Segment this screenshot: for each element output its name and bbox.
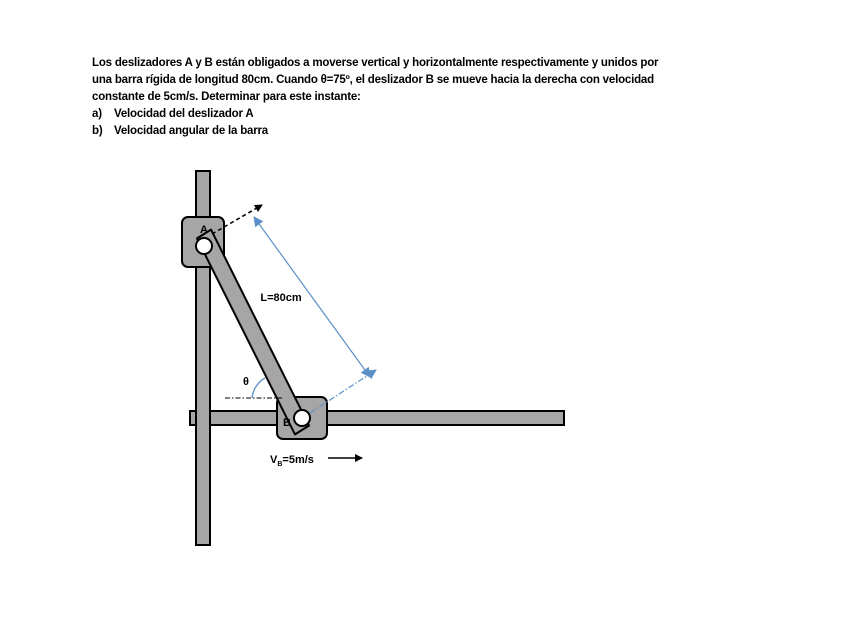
velocity-b-label-subscript: B — [277, 461, 283, 468]
slider-a-label: A — [200, 224, 208, 236]
rigid-bar — [197, 230, 309, 435]
velocity-b-label-value: =5m/s — [282, 454, 314, 466]
angle-label: θ — [243, 376, 249, 388]
velocity-b-label-main: V — [270, 454, 278, 466]
horizontal-rail — [190, 411, 564, 425]
angle-arc — [252, 378, 265, 398]
pin-a — [196, 238, 212, 254]
problem-line-2: una barra rígida de longitud 80cm. Cuando θ=75º, el deslizador B se mueve hacia la derecha con velocidad — [92, 74, 654, 86]
problem-line-1: Los deslizadores A y B están obligados a moverse vertical y horizontalmente respectivamente y unidos por — [92, 57, 659, 69]
question-marker-a: a) — [92, 108, 102, 120]
question-text-b: Velocidad angular de la barra — [114, 125, 268, 137]
question-marker-b: b) — [92, 125, 103, 137]
slider-b-extension-line — [310, 370, 376, 413]
problem-line-3: constante de 5cm/s. Determinar para este instante: — [92, 91, 361, 103]
length-label: L=80cm — [260, 292, 302, 304]
velocity-b-label — [270, 454, 314, 468]
question-text-a: Velocidad del deslizador A — [114, 108, 254, 120]
slider-b-label: B — [283, 417, 291, 429]
pin-b — [294, 410, 310, 426]
